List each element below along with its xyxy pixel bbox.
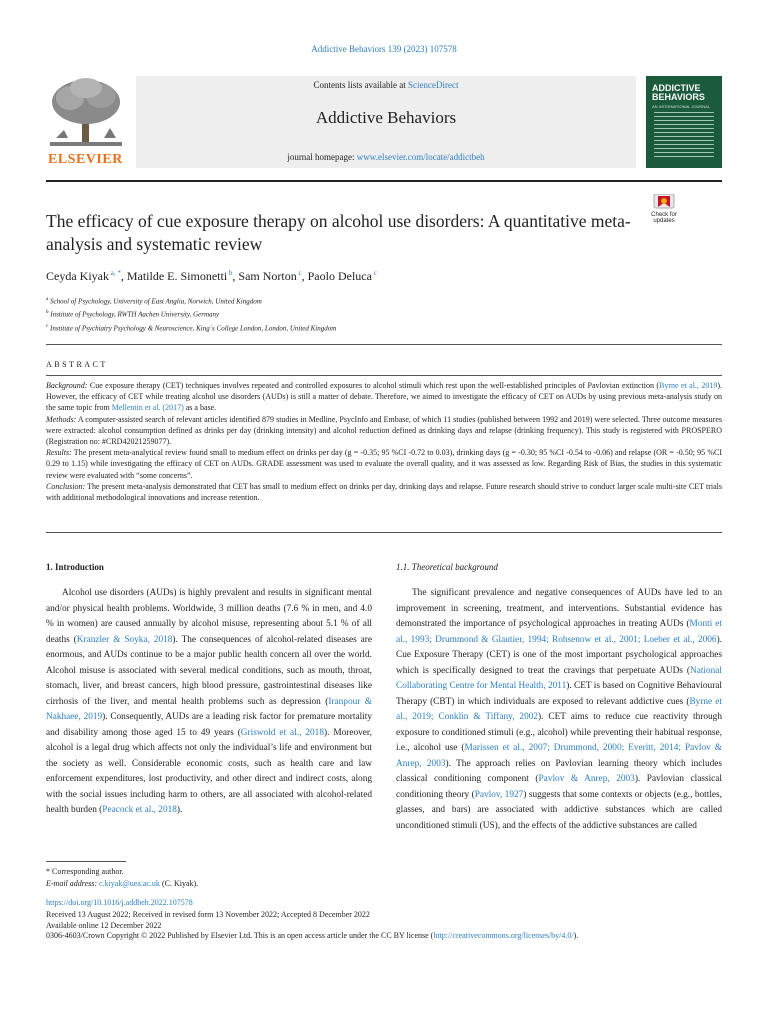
- affiliation-list: [46, 294, 706, 334]
- article-title: The efficacy of cue exposure therapy on alcohol use disorders: A quantitative meta-analysis and systematic review: [46, 211, 631, 254]
- citation-link[interactable]: Pavlov & Anrep, 2003: [538, 774, 635, 784]
- available-online: Available online 12 December 2022: [46, 920, 162, 930]
- subsection-heading-theoretical-background: 1.1. Theoretical background: [396, 562, 498, 572]
- paragraph: Alcohol use disorders (AUDs) is highly prevalent and results in significant mental and/or physical health problems. Worldwide, 3 million deaths (7.6 % in men, and 4.0 % in women) are caused annually by alcohol misuse, representing about 5.1 % of all deaths (Kranzler & Soyka, 2018). The consequences of alcohol-related diseases are enormous, and AUDs continue to be a major public health concern all over the world. Alcohol misuse is associated with several medical conditions, such as mouth, throat, stomach, liver, and breast cancers, high blood pressure, gastrointestinal diseases like cirrhosis of the liver, and mental health problems such as depression (Iranpour & Nakhaee, 2019). Consequently, AUDs are a leading risk factor for premature mortality and disability among those aged 15 to 49 years (Griswold et al., 2018). Moreover, alcohol is a legal drug which affects not only the individual’s life and environment but the society as well. Considerable economic costs, such as health care and law enforcement expenditures, lost productivity, and other direct and indirect costs, along with the social issues including harm to others, are all associated with alcohol-related health burden (Peacock et al., 2018).: [46, 588, 373, 815]
- author-name[interactable]: Sam Norton: [238, 269, 297, 283]
- footnote: [46, 866, 722, 890]
- email-link[interactable]: c.kiyak@uea.ac.uk: [99, 879, 160, 888]
- elsevier-tree-logo: [46, 76, 126, 168]
- homepage-link[interactable]: www.elsevier.com/locate/addictbeh: [356, 152, 485, 162]
- journal-homepage-line: [136, 152, 636, 162]
- journal-name: Addictive Behaviors: [315, 108, 457, 127]
- author-name[interactable]: Matilde E. Simonetti: [126, 269, 228, 283]
- journal-banner: [46, 76, 722, 168]
- author-name[interactable]: Ceyda Kiyak: [46, 269, 109, 283]
- section-heading-introduction: 1. Introduction: [46, 562, 104, 572]
- citation-link[interactable]: Mellentin et al. (2017): [111, 403, 184, 413]
- author-list: Ceyda Kiyak $^{a, *}$, Matilde E. Simonetti $^b$, Sam Norton $^c$, Paolo Deluca $^c$: [46, 269, 377, 283]
- divider: [46, 532, 722, 533]
- citation-link[interactable]: Byrne et al., 2019; Conklin & Tiffany, 2002: [396, 696, 722, 722]
- cover-title: ADDICTIVE BEHAVIORS: [652, 83, 705, 102]
- citation-link[interactable]: Iranpour & Nakhaee, 2019: [46, 696, 372, 722]
- contents-line: [136, 80, 636, 90]
- received-dates: Received 13 August 2022; Received in revised form 13 November 2022; Accepted 8 December 2022: [46, 910, 370, 919]
- contents-prefix: Contents lists available at: [313, 80, 408, 90]
- citation-link[interactable]: National Collaborating Centre for Mental Health, 2011: [396, 665, 722, 691]
- author-affil-marker[interactable]: c: [373, 269, 377, 277]
- journal-info-box: [136, 76, 636, 168]
- author-affil-marker[interactable]: c: [298, 269, 302, 277]
- author-affil-marker[interactable]: b: [228, 269, 233, 277]
- publication-dates: [46, 910, 722, 942]
- divider: [46, 344, 722, 345]
- check-for-updates-label: Check for updates: [651, 212, 677, 224]
- journal-reference-link[interactable]: Addictive Behaviors 139 (2023) 107578: [311, 44, 457, 54]
- doi-link[interactable]: https://doi.org/10.1016/j.addbeh.2022.107578: [46, 898, 193, 907]
- abstract-methods: Methods: A computer-assisted search of relevant articles identified 879 studies in Medline, PsycInfo and Embase, of which 11 studies (published between 1992 and 2019) were selected. Three outcome measures were extracted: alcohol consumption defined as drinks per day (drinking intensity) and alcohol reduction defined as drinking days and relapse (drinking frequency). This study is registered with PROSPERO (Registration no: #CRD42021259077).: [46, 414, 722, 447]
- copyright-line: 0306-4603/Crown Copyright © 2022 Published by Elsevier Ltd. This is an open access article under the CC BY license (http://creativecommons.org/licenses/by/4.0/).: [46, 931, 579, 940]
- abstract-background: Background: Cue exposure therapy (CET) techniques involves repeated and controlled exposures to alcohol stimuli which rest upon the well-established principles of Pavlovian extinction (Byrne et al., 2019). However, the efficacy of CET while treating alcohol use disorders (AUDs) is still a matter of debate. Therefore, we aimed to investigate the efficacy of CET on AUDs by using previous meta-analysis study on the same topic from Mellentin et al. (2017) as a base.: [46, 381, 722, 413]
- citation-link[interactable]: Byrne et al., 2019: [659, 381, 718, 390]
- corresponding-author-note: * Corresponding author.: [46, 867, 124, 876]
- elsevier-wordmark: ELSEVIER: [48, 152, 123, 167]
- abstract-conclusion: Conclusion: The present meta-analysis demonstrated that CET has small to medium effect on drinks per day, drinking days and relapse. Future research should strive to conduct larger scale multi-site CET trials with additional methodological innovations and increase retention.: [46, 481, 722, 503]
- abstract-heading: ABSTRACT: [46, 360, 108, 369]
- journal-cover-image: [646, 76, 722, 168]
- citation-link[interactable]: Griswold et al., 2018: [240, 727, 324, 738]
- author-name[interactable]: Paolo Deluca: [307, 269, 372, 283]
- header-rule: [46, 180, 722, 182]
- homepage-prefix: journal homepage:: [287, 152, 357, 162]
- divider: [46, 375, 722, 376]
- license-link[interactable]: http://creativecommons.org/licenses/by/4.0/: [433, 931, 574, 940]
- affiliation-item: $^a$ School of Psychology, University of East Anglia, Norwich, United Kingdom: [46, 297, 262, 306]
- abstract-body: [46, 380, 722, 503]
- cover-decoration: [654, 112, 714, 160]
- email-line: E-mail address: c.kiyak@uea.ac.uk (C. Kiyak).: [46, 879, 199, 888]
- citation-link[interactable]: Pavlov, 1927: [474, 789, 524, 800]
- footnote-rule: [46, 861, 126, 862]
- body-column-left: [46, 586, 372, 819]
- body-column-right: [396, 586, 722, 834]
- citation-link[interactable]: Monti et al., 1993; Drummond & Glautier, 1994; Rohsenow et al., 2001; Loeber et al., 2006: [396, 619, 722, 645]
- affiliation-item: $^b$ Institute of Psychology, RWTH Aachen University, Germany: [46, 310, 220, 319]
- citation-link[interactable]: Marissen et al., 2007; Drummond, 2000; Everitt, 2014; Pavlov & Anrep, 2003: [396, 743, 722, 769]
- abstract-results: Results: The present meta-analytical review found small to medium effect on drinks per day (g = -0.35; 95 %CI -0.72 to 0.03), drinking days (g = -0.30; 95 %CI -0.54 to -0.06) and relapse (OR = -0.50; 95 %CI 0.29 to 1.15) while investigating the efficacy of CET on AUDs. GRADE assessment was used to evaluate the overall quality, and it was assessed as low. Regarding Risk of Bias, the studies in this systematic review were evaluated with “some concerns”.: [46, 448, 722, 480]
- sciencedirect-link[interactable]: ScienceDirect: [408, 80, 459, 90]
- affiliation-item: $^c$ Institute of Psychiatry Psychology & Neuroscience, King`s College London, London, United Kingdom: [46, 323, 337, 332]
- author-affil-marker[interactable]: a, *: [110, 269, 121, 277]
- citation-link[interactable]: Kranzler & Soyka, 2018: [76, 634, 173, 645]
- cover-subtitle: AN INTERNATIONAL JOURNAL: [652, 104, 711, 109]
- citation-link[interactable]: Peacock et al., 2018: [102, 805, 177, 815]
- paragraph: The significant prevalence and negative consequences of AUDs have led to an improvement in screening, treatment, and interventions. Substantial evidence has demonstrated the importance of psychological approaches in treating AUDs (Monti et al., 1993; Drummond & Glautier, 1994; Rohsenow et al., 2001; Loeber et al., 2006). Cue Exposure Therapy (CET) is one of the most important psychological approaches which is specifically designed to treat the cravings that perpetuate AUDs (National Collaborating Centre for Mental Health, 2011). CET is based on Cognitive Behavioural Therapy (CBT) in which individuals are exposed to relevant addictive cues (Byrne et al., 2019; Conklin & Tiffany, 2002). CET aims to reduce cue reactivity through exposure to conditioned stimuli (e.g., alcohol) while preventing their habitual response, i.e., alcohol use (Marissen et al., 2007; Drummond, 2000; Everitt, 2014; Pavlov & Anrep, 2003). The approach relies on Pavlovian learning theory which includes classical conditioning component (Pavlov & Anrep, 2003). Pavlovian classical conditioning theory (Pavlov, 1927) suggests that some contexts or objects (e.g., bottles, glasses, and bars) are associated with addictive substances which are called unconditioned stimuli (US), and the effects of the addictive substances are called: [396, 588, 723, 831]
